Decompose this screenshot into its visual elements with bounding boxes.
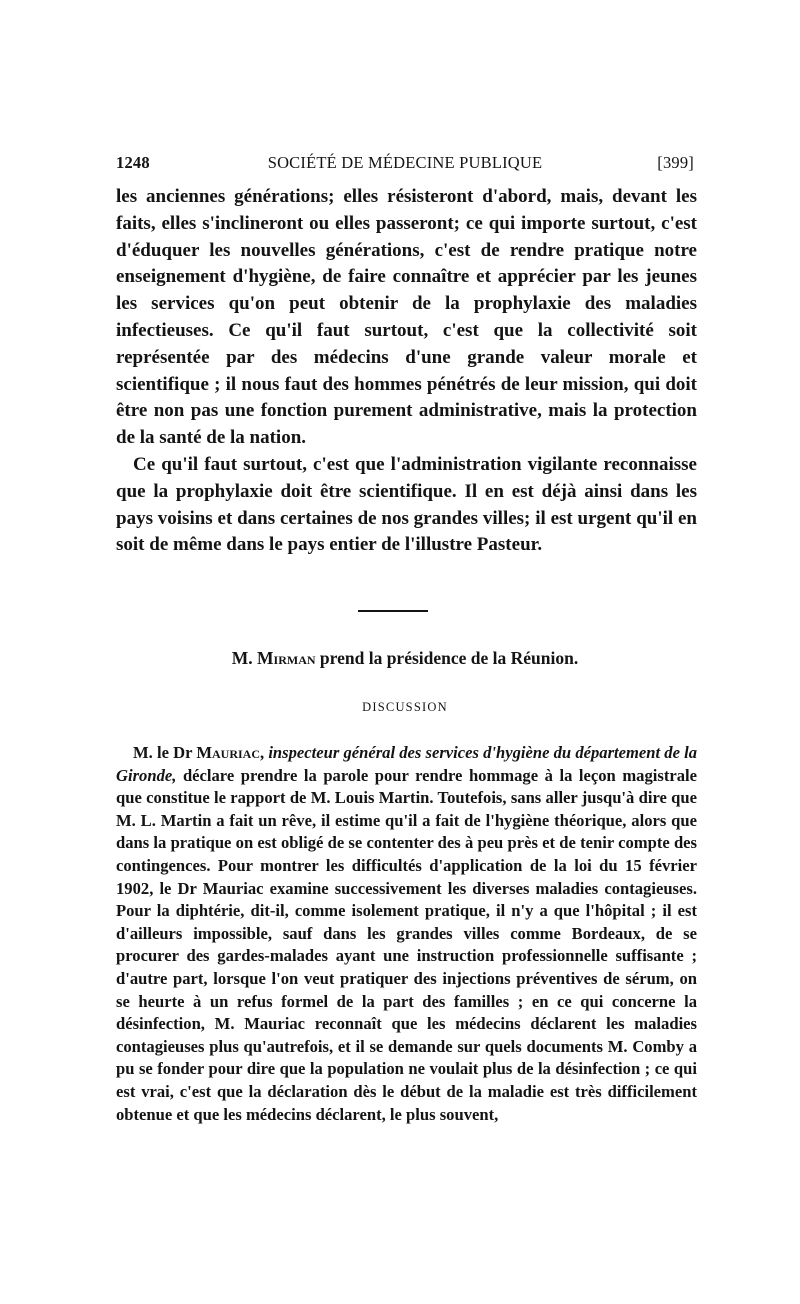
page-number: 1248 — [116, 153, 150, 172]
paragraph-2: Ce qu'il faut surtout, c'est que l'administration vigilante reconnaisse que la prophylaxie doit être scientifique. Il en est déjà ainsi dans les pays voisins et dans certaines de nos grandes villes; il est urgent qu'il en soit de même dans le pays entier de l'illustre Pasteur. — [116, 453, 697, 556]
speaker-name: Mauriac, — [196, 743, 265, 762]
presidency-line — [116, 646, 694, 670]
running-head — [116, 152, 694, 174]
presidency-name: Mirman — [257, 648, 316, 668]
discussion-opening: M. le Dr — [133, 743, 193, 762]
speaker-title: inspecteur général des services d'hygiène du département de la Gironde, — [116, 743, 698, 785]
discussion-paragraph — [116, 742, 697, 1126]
page-reference: [399] — [657, 153, 694, 172]
discussion-text: déclare prendre la parole pour rendre hommage à la leçon magistrale que constitue le rapport de M. Louis Martin. Toutefois, sans aller jusqu'à dire que M. L. Martin a fait un rêve, il estime qu'il a fait de l'hygiène théorique, alors que dans la pratique on est obligé de se contenter des à peu près et de tenir compte des contingences. Pour montrer les difficultés d'application de la loi du 15 février 1902, le Dr Mauriac examine successivement les diverses maladies contagieuses. Pour la diphtérie, dit-il, comme isolement pratique, il n'y a que l'hôpital ; il est d'ailleurs impossible, sauf dans les grandes villes comme Bordeaux, de se procurer des gardes-malades ayant une instruction professionnelle suffisante ; d'autre part, lorsque l'on veut pratiquer des injections préventives de sérum, on se heurte à un refus formel de la part des familles ; en ce qui concerne la désinfection, M. Mauriac reconnaît que les médecins déclarent les maladies contagieuses plus qu'autrefois, et il se demande sur quels documents M. Comby a pu se fonder pour dire que la population ne voulait plus de la désinfection ; ce qui est vrai, c'est que la déclaration dès le début de la maladie est très difficilement obtenue et que les médecins déclarent, le plus souvent, — [116, 765, 697, 1124]
body-text — [116, 184, 697, 559]
presidency-text: prend la présidence de la Réunion. — [319, 648, 579, 668]
running-title: SOCIÉTÉ DE MÉDECINE PUBLIQUE — [267, 153, 543, 172]
section-divider — [358, 610, 428, 612]
paragraph-1: les anciennes générations; elles résisteront d'abord, mais, devant les faits, elles s'inclineront ou elles passeront; ce qui importe surtout, c'est d'éduquer les nouvelles générations, c'est de rendre pratique notre enseignement d'hygiène, de faire connaître et apprécier par les jeunes les services qu'on peut obtenir de la prophylaxie des maladies infectieuses. Ce qu'il faut surtout, c'est que la collectivité soit représentée par des médecins d'une grande valeur morale et scientifique ; il nous faut des hommes pénétrés de leur mission, qui doit être non pas une fonction purement administrative, mais la protection de la santé de la nation. — [116, 186, 697, 449]
discussion-heading: DISCUSSION — [362, 700, 448, 714]
presidency-prefix: M. — [231, 648, 253, 668]
